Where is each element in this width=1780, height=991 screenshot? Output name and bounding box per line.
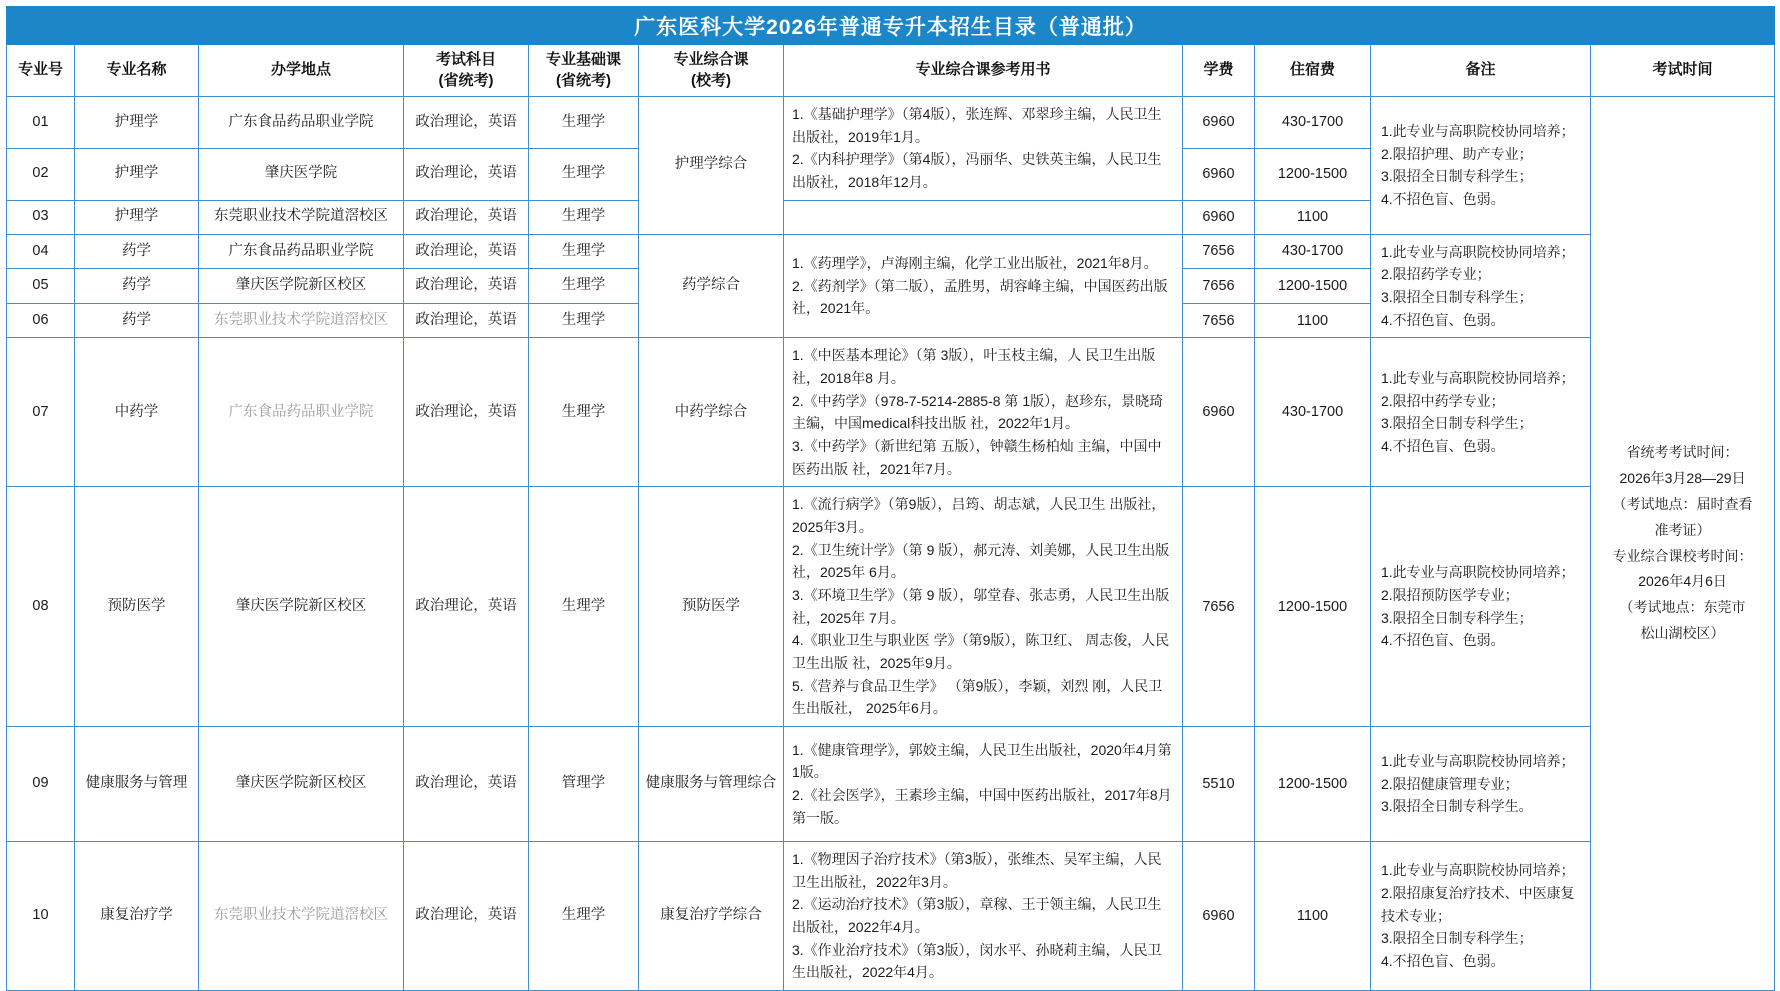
book-item: 2.《药剂学》（第二版），孟胜男，胡容峰主编，中国医药出版社，2021年。 (792, 277, 1168, 317)
col-header-exam-time: 考试时间 (1591, 45, 1775, 97)
cell-major-no: 08 (7, 487, 75, 727)
cell-tuition: 7656 (1183, 487, 1255, 727)
catalog-table (6, 6, 1775, 991)
cell-comp-course: 康复治疗学综合 (639, 842, 784, 991)
header-row (7, 45, 1775, 97)
cell-comp-course: 护理学综合 (639, 97, 784, 235)
cell-tuition: 6960 (1183, 842, 1255, 991)
cell-books-empty (784, 200, 1183, 234)
exam-time-line: （考试地点：东莞市 (1619, 599, 1746, 616)
cell-basic-course: 生理学 (529, 269, 639, 304)
cell-dorm: 430-1700 (1255, 97, 1371, 149)
cell-campus: 肇庆医学院 (199, 148, 404, 200)
remark-item: 4.不招色盲、色弱。 (1381, 953, 1505, 970)
cell-major-no: 05 (7, 269, 75, 304)
remark-item: 3.限招全日制专科学生； (1381, 609, 1533, 626)
cell-exam-subject: 政治理论，英语 (404, 487, 529, 727)
book-item: 1.《物理因子治疗技术》（第3版），张维杰、吴军主编，人民卫生出版社，2022年3月。 (792, 851, 1162, 890)
remark-item: 2.限招健康管理专业； (1381, 775, 1519, 792)
cell-exam-subject: 政治理论，英语 (404, 303, 529, 338)
col-header-basic-course-main: 专业基础课 (545, 51, 621, 69)
book-item: 4.《职业卫生与职业医 学》（第9版），陈卫红、 周志俊，人民卫生出版 社，2025年9月。 (792, 632, 1170, 672)
remark-item: 4.不招色盲、色弱。 (1381, 632, 1505, 649)
cell-dorm: 430-1700 (1255, 234, 1371, 269)
cell-tuition: 6960 (1183, 200, 1255, 234)
col-header-books: 专业综合课参考用书 (784, 45, 1183, 97)
book-item: 2.《社会医学》，王素珍主编，中国中医药出版社，2017年8月第一版。 (792, 787, 1172, 826)
cell-books (784, 234, 1183, 338)
book-item: 1.《流行病学》（第9版），吕筠、胡志斌，人民卫生 出版社，2025年3月。 (792, 496, 1166, 536)
cell-basic-course: 生理学 (529, 234, 639, 269)
cell-books (784, 97, 1183, 201)
cell-remark (1371, 234, 1591, 338)
cell-remark (1371, 97, 1591, 235)
col-header-comp-course-main: 专业综合课 (673, 51, 749, 69)
table-row (7, 97, 1775, 149)
cell-major-no: 07 (7, 338, 75, 487)
cell-exam-subject: 政治理论，英语 (404, 148, 529, 200)
cell-basic-course: 生理学 (529, 97, 639, 149)
cell-major-no: 03 (7, 200, 75, 234)
cell-basic-course: 生理学 (529, 338, 639, 487)
cell-dorm: 1100 (1255, 842, 1371, 991)
exam-time-line: 松山湖校区） (1640, 625, 1725, 642)
col-header-basic-course (529, 45, 639, 97)
cell-major-name: 护理学 (75, 148, 199, 200)
cell-books (784, 338, 1183, 487)
remark-item: 4.不招色盲、色弱。 (1381, 438, 1505, 455)
book-item: 1.《健康管理学》，郭姣主编，人民卫生出版社，2020年4月第1版。 (792, 741, 1172, 781)
exam-time-line: （考试地点：届时查看 (1612, 495, 1753, 512)
cell-books (784, 487, 1183, 727)
remark-item: 2.限招护理、助产专业； (1381, 145, 1533, 162)
cell-dorm: 430-1700 (1255, 338, 1371, 487)
cell-comp-course: 健康服务与管理综合 (639, 727, 784, 842)
col-header-major-no: 专业号 (7, 45, 75, 97)
remark-item: 3.限招全日制专科学生。 (1381, 798, 1533, 815)
cell-major-name: 护理学 (75, 200, 199, 234)
cell-major-name: 护理学 (75, 97, 199, 149)
book-item: 1.《中医基本理论》（第 3版），叶玉枝主编，人 民卫生出版社，2018年8 月。 (792, 347, 1156, 387)
remark-item: 1.此专业与高职院校协同培养； (1381, 123, 1575, 139)
book-item: 2.《运动治疗技术》（第3版），章稼、王于领主编，人民卫生出版社，2022年4月。 (792, 896, 1162, 936)
remark-item: 4.不招色盲、色弱。 (1381, 311, 1505, 328)
cell-major-name: 预防医学 (75, 487, 199, 727)
book-item: 2.《内科护理学》（第4版），冯丽华、史铁英主编，人民卫生出版社，2018年12月。 (792, 151, 1162, 191)
cell-campus: 东莞职业技术学院道滘校区 (199, 200, 404, 234)
cell-dorm: 1200-1500 (1255, 727, 1371, 842)
cell-exam-subject: 政治理论，英语 (404, 842, 529, 991)
exam-time-line: 2026年4月6日 (1638, 573, 1727, 590)
cell-remark (1371, 727, 1591, 842)
cell-comp-course: 药学综合 (639, 234, 784, 338)
cell-basic-course: 生理学 (529, 842, 639, 991)
cell-tuition: 7656 (1183, 269, 1255, 304)
remark-item: 1.此专业与高职院校协同培养； (1381, 753, 1575, 770)
col-header-exam-subject (404, 45, 529, 97)
cell-exam-subject: 政治理论，英语 (404, 200, 529, 234)
book-item: 1.《药理学》，卢海刚主编，化学工业出版社，2021年8月。 (792, 255, 1158, 272)
cell-basic-course: 管理学 (529, 727, 639, 842)
cell-tuition: 7656 (1183, 234, 1255, 269)
cell-exam-subject: 政治理论，英语 (404, 727, 529, 842)
cell-basic-course: 生理学 (529, 148, 639, 200)
exam-time-line: 准考证） (1654, 521, 1711, 538)
exam-time-line: 2026年3月28—29日 (1619, 469, 1746, 486)
cell-major-name: 药学 (75, 234, 199, 269)
table-row (7, 487, 1775, 727)
cell-remark (1371, 842, 1591, 991)
cell-major-no: 06 (7, 303, 75, 338)
cell-tuition: 5510 (1183, 727, 1255, 842)
cell-tuition: 7656 (1183, 303, 1255, 338)
cell-comp-course: 中药学综合 (639, 338, 784, 487)
cell-exam-subject: 政治理论，英语 (404, 97, 529, 149)
cell-dorm: 1200-1500 (1255, 269, 1371, 304)
cell-major-name: 中药学 (75, 338, 199, 487)
book-item: 3.《环境卫生学》（第 9 版），邬堂春、张志勇，人民卫生出版社，2025年 7月。 (792, 587, 1170, 626)
col-header-comp-course-sub: (校考) (691, 71, 731, 89)
cell-dorm: 1200-1500 (1255, 487, 1371, 727)
col-header-campus: 办学地点 (199, 45, 404, 97)
cell-basic-course: 生理学 (529, 487, 639, 727)
cell-campus: 肇庆医学院新区校区 (199, 487, 404, 727)
cell-major-name: 康复治疗学 (75, 842, 199, 991)
cell-major-no: 10 (7, 842, 75, 991)
cell-exam-subject: 政治理论，英语 (404, 269, 529, 304)
remark-item: 2.限招药学专业； (1381, 266, 1491, 283)
exam-time-line: 专业综合课校考时间： (1612, 547, 1753, 564)
remark-item: 3.限招全日制专科学生； (1381, 289, 1533, 306)
cell-remark (1371, 487, 1591, 727)
col-header-basic-course-sub: (省统考) (556, 71, 611, 89)
remark-item: 1.此专业与高职院校协同培养； (1381, 243, 1575, 260)
remark-item: 2.限招预防医学专业； (1381, 587, 1519, 604)
remark-item: 1.此专业与高职院校协同培养； (1381, 862, 1575, 879)
cell-campus: 东莞职业技术学院道滘校区 (199, 303, 404, 338)
exam-time-line: 省统考考试时间： (1626, 444, 1739, 461)
remark-item: 1.此专业与高职院校协同培养； (1381, 370, 1575, 387)
cell-basic-course: 生理学 (529, 303, 639, 338)
cell-campus: 肇庆医学院新区校区 (199, 269, 404, 304)
col-header-exam-subject-main: 考试科目 (435, 51, 496, 69)
col-header-dorm: 住宿费 (1255, 45, 1371, 97)
col-header-remark: 备注 (1371, 45, 1591, 97)
book-item: 1.《基础护理学》（第4版），张连辉、邓翠珍主编，人民卫生出版社，2019年1月。 (792, 106, 1162, 145)
cell-major-name: 药学 (75, 269, 199, 304)
col-header-comp-course (639, 45, 784, 97)
remark-item: 4.不招色盲、色弱。 (1381, 191, 1505, 208)
cell-books (784, 727, 1183, 842)
remark-item: 2.限招康复治疗技术、中医康复技术专业； (1381, 885, 1575, 924)
cell-comp-course: 预防医学 (639, 487, 784, 727)
table-row (7, 842, 1775, 991)
cell-major-no: 04 (7, 234, 75, 269)
book-item: 2.《卫生统计学》（第 9 版），郝元涛、刘美娜，人民卫生出版社，2025年 6月。 (792, 541, 1170, 581)
cell-tuition: 6960 (1183, 148, 1255, 200)
cell-campus: 广东食品药品职业学院 (199, 234, 404, 269)
cell-tuition: 6960 (1183, 97, 1255, 149)
cell-exam-time (1591, 97, 1775, 991)
page-title: 广东医科大学2026年普通专升本招生目录（普通批） (7, 7, 1775, 45)
cell-major-name: 药学 (75, 303, 199, 338)
cell-campus: 肇庆医学院新区校区 (199, 727, 404, 842)
title-row (7, 7, 1775, 45)
book-item: 2.《中药学》（978-7-5214-2885-8 第 1版），赵珍东，景晓琦主编，中国medical科技出版 社，2022年1月。 (792, 392, 1164, 432)
remark-item: 3.限招全日制专科学生； (1381, 415, 1533, 432)
table-row (7, 727, 1775, 842)
table-row (7, 234, 1775, 269)
col-header-tuition: 学费 (1183, 45, 1255, 97)
book-item: 3.《中药学》（新世纪第 五版），钟赣生杨柏灿 主编，中国中医药出版 社，2021年7月。 (792, 438, 1162, 477)
remark-item: 3.限招全日制专科学生； (1381, 168, 1533, 185)
cell-remark (1371, 338, 1591, 487)
cell-campus: 东莞职业技术学院道滘校区 (199, 842, 404, 991)
cell-campus: 广东食品药品职业学院 (199, 97, 404, 149)
remark-item: 1.此专业与高职院校协同培养； (1381, 564, 1575, 581)
cell-campus: 广东食品药品职业学院 (199, 338, 404, 487)
cell-major-no: 02 (7, 148, 75, 200)
book-item: 5.《营养与食品卫生学》 （第9版），李颖，刘烈 刚，人民卫生出版社， 2025年6月。 (792, 677, 1163, 717)
cell-major-no: 09 (7, 727, 75, 842)
cell-dorm: 1100 (1255, 303, 1371, 338)
table-row (7, 338, 1775, 487)
cell-books (784, 842, 1183, 991)
cell-major-no: 01 (7, 97, 75, 149)
cell-dorm: 1100 (1255, 200, 1371, 234)
cell-basic-course: 生理学 (529, 200, 639, 234)
cell-major-name: 健康服务与管理 (75, 727, 199, 842)
book-item: 3.《作业治疗技术》（第3版），闵水平、孙晓莉主编，人民卫生出版社，2022年4月。 (792, 941, 1162, 981)
cell-exam-subject: 政治理论，英语 (404, 338, 529, 487)
cell-exam-subject: 政治理论，英语 (404, 234, 529, 269)
remark-item: 3.限招全日制专科学生； (1381, 930, 1533, 947)
remark-item: 2.限招中药学专业； (1381, 392, 1505, 409)
col-header-exam-subject-sub: (省统考) (438, 71, 494, 89)
cell-tuition: 6960 (1183, 338, 1255, 487)
cell-dorm: 1200-1500 (1255, 148, 1371, 200)
col-header-major-name: 专业名称 (75, 45, 199, 97)
